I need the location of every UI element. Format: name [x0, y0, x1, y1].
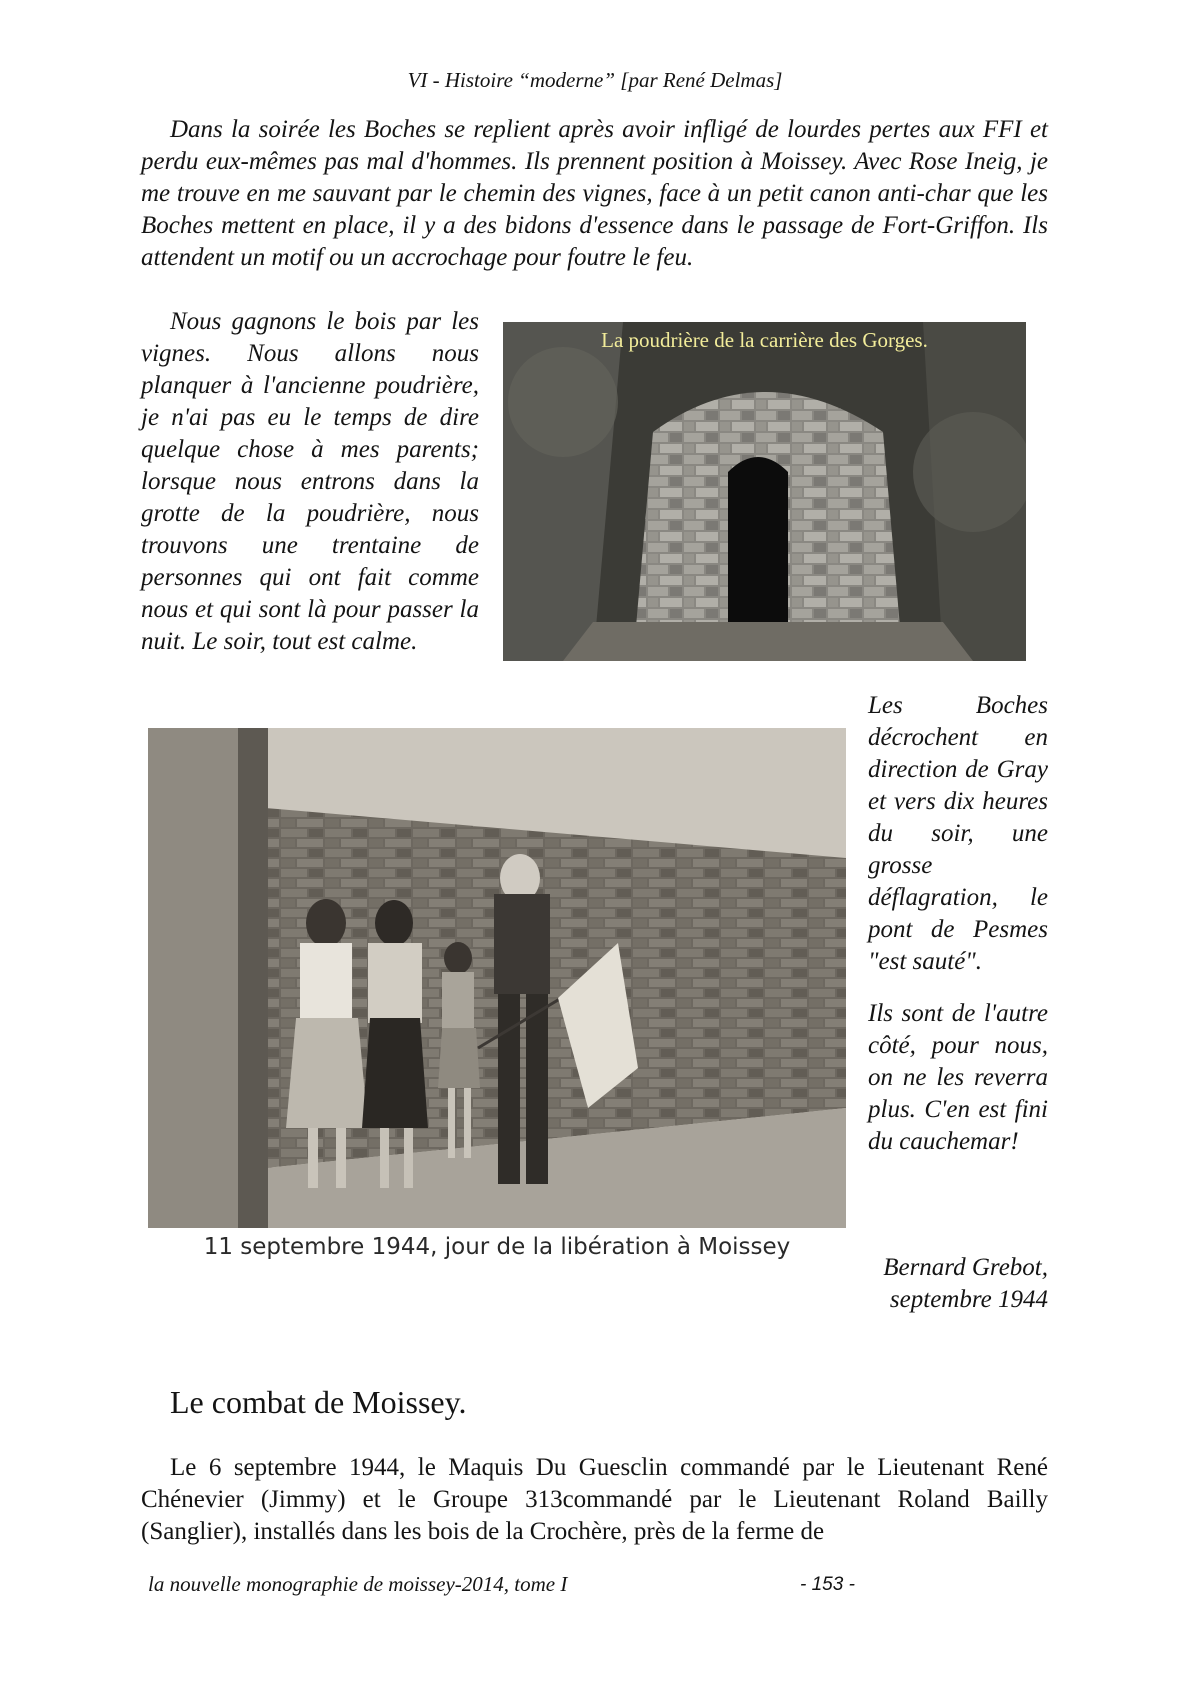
liberation-illustration	[148, 728, 846, 1228]
powder-house-caption: La poudrière de la carrière des Gorges.	[601, 328, 928, 352]
liberation-caption: 11 septembre 1944, jour de la libération à Moissey	[203, 1234, 791, 1260]
left-column-paragraph: Nous gagnons le bois par les vignes. Nous allons nous planquer à l'ancienne poudrière, je n'ai pas eu le temps de dire quelque chose à mes parents; lorsque nous entrons dans la grotte de la poudrière, nous trouvons une trentaine de personnes qui ont fait comme nous et qui sont là pour passer la nuit. Le soir, tout est calme.	[141, 308, 479, 655]
right-column-paragraph-2: Ils sont de l'autre côté, pour nous, on ne les reverra plus. C'en est fini du cauchemar!	[868, 1000, 1048, 1155]
intro-paragraph: Dans la soirée les Boches se replient après avoir infligé de lourdes pertes aux FFI et perdu eux-mêmes pas mal d'hommes. Ils prennent position à Moissey. Avec Rose Ineig, je me trouve en me sauvant par le chemin des vignes, face à un petit canon anti-char que les Boches mettent en place, il y a des bidons d'essence dans le passage de Fort-Griffon. Ils attendent un motif ou un accrochage pour foutre le feu.	[141, 116, 1048, 271]
running-header: VI - Histoire “moderne” [par René Delmas]	[407, 68, 783, 92]
author-signature: Bernard Grebot, septembre 1944	[883, 1254, 1048, 1313]
section-body-paragraph: Le 6 septembre 1944, le Maquis Du Guesclin commandé par le Lieutenant René Chénevier (Jimmy) et le Groupe 313commandé par le Lieutenant Roland Bailly (Sanglier), installés dans les bois de la Crochère, près de la ferme de	[141, 1454, 1048, 1545]
liberation-photo	[148, 728, 846, 1228]
powder-house-illustration	[503, 322, 1026, 661]
footer-publication: la nouvelle monographie de moissey-2014, tome I	[148, 1572, 568, 1596]
right-column-paragraph-1: Les Boches décrochent en direction de Gray et vers dix heures du soir, une grosse déflagration, le pont de Pesmes "est sauté".	[868, 692, 1048, 975]
page-number: - 153 -	[800, 1574, 855, 1595]
powder-house-photo	[503, 322, 1026, 661]
section-title: Le combat de Moissey.	[170, 1384, 467, 1420]
